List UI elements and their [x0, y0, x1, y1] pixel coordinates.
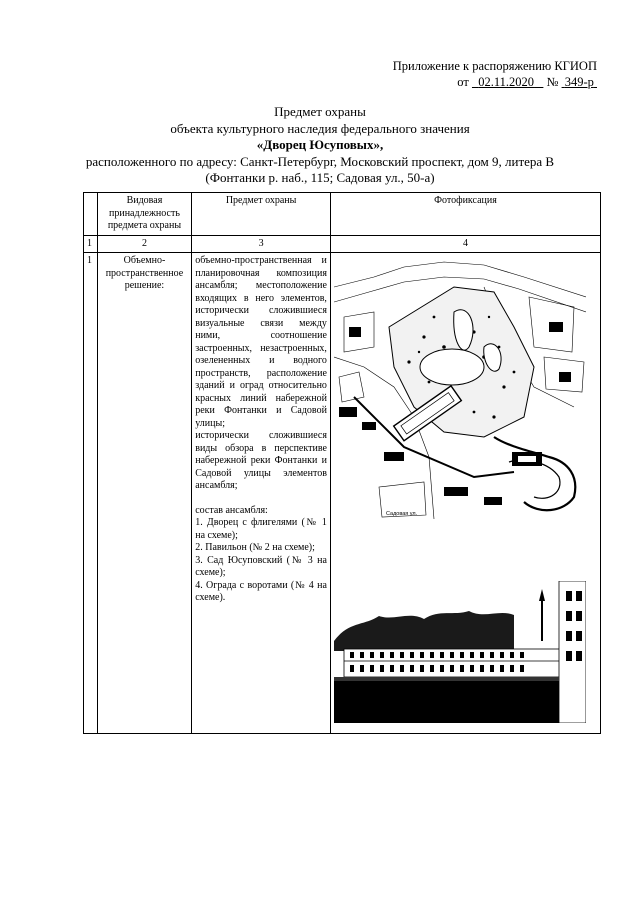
- appendix-title: Приложение к распоряжению КГИОП: [392, 59, 597, 73]
- site-plan-image: [334, 257, 586, 519]
- row-photos: [330, 253, 600, 734]
- composition-item: 2. Павильон (№ 2 на схеме);: [195, 542, 315, 553]
- row-category: Объемно-пространственное решение:: [97, 253, 192, 734]
- header-cell: [84, 193, 98, 236]
- appendix-date-line: от 02.11.2020 № 349-р: [393, 74, 597, 90]
- table-header-row: [84, 193, 601, 236]
- header-cell: Видовая принадлежность предмета охраны: [97, 193, 192, 236]
- number-cell: 1: [84, 235, 98, 253]
- table-row: [84, 253, 601, 734]
- table-number-row: [84, 235, 601, 253]
- appendix-block: [393, 58, 597, 90]
- protection-table: [83, 192, 601, 734]
- row-subject: [192, 253, 331, 734]
- composition-title: состав ансамбля:: [195, 504, 268, 516]
- document-heading: [0, 104, 640, 187]
- number-cell: 4: [330, 235, 600, 253]
- header-cell: Предмет охраны: [192, 193, 331, 236]
- subject-paragraph: исторически сложившиеся виды обзора в перспективе набережной реки Фонтанки и Садовой улицы элементов ансамбля;: [195, 430, 327, 491]
- heading-line-1: Предмет охраны: [274, 104, 366, 119]
- palace-photo: [334, 581, 586, 723]
- number-cell: 3: [192, 235, 331, 253]
- row-index: 1: [84, 253, 98, 734]
- object-name: «Дворец Юсуповых»,: [256, 137, 384, 152]
- map-street-label: Садовая ул.: [385, 511, 418, 517]
- composition-item: 4. Ограда с воротами (№ 4 на схеме).: [195, 579, 327, 603]
- heading-address: расположенного по адресу: Санкт-Петербург, Московский проспект, дом 9, литера В: [85, 153, 555, 169]
- heading-line-2: объекта культурного наследия федерального значения: [170, 120, 470, 136]
- heading-address-alt: (Фонтанки р. наб., 115; Садовая ул., 50-а): [205, 170, 435, 185]
- appendix-number: 349-р: [564, 75, 594, 89]
- number-cell: 2: [97, 235, 192, 253]
- composition-item: 1. Дворец с флигелями (№ 1 на схеме);: [195, 517, 327, 541]
- composition-item: 3. Сад Юсуповский (№ 3 на схеме);: [195, 554, 327, 578]
- header-cell: Фотофиксация: [330, 193, 600, 236]
- subject-paragraph: объемно-пространственная и планировочная композиция ансамбля; местоположение входящих в него элементов, исторически сложившиеся визуальные связи между ними, соотношение застроенных, незастроенных, озелененных и водного пространств, расположение зданий и оград относительно красных линий набережной реки Фонтанки и Садовой улицы;: [195, 255, 327, 429]
- appendix-date: 02.11.2020: [478, 75, 535, 89]
